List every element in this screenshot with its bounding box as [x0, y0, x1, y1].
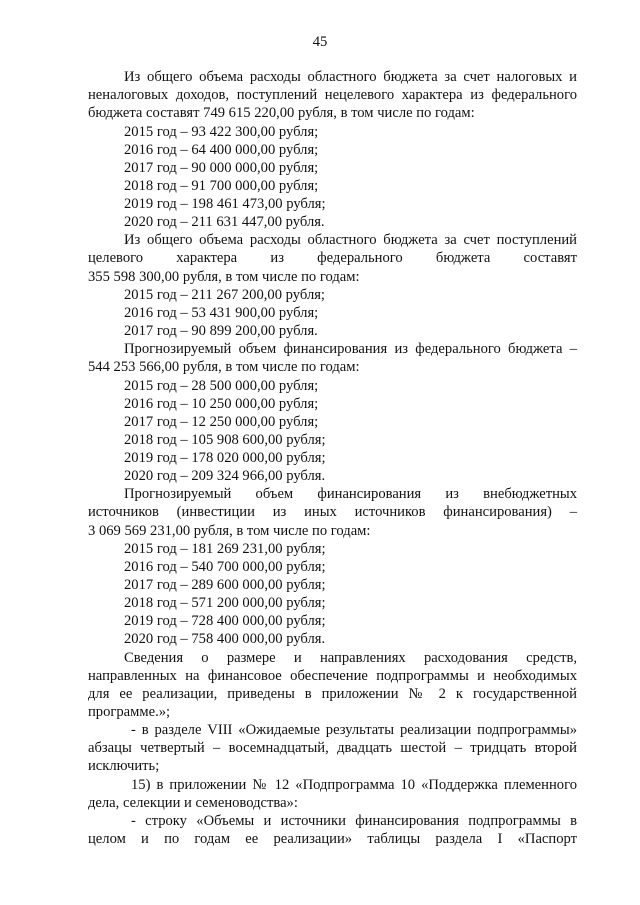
text-line: 2015 год – 93 422 300,00 рубля; — [124, 124, 319, 140]
text-line: 2020 год – 209 324 966,00 рубля. — [124, 468, 326, 484]
page-number: 45 — [312, 34, 328, 50]
text-line: 2017 год – 289 600 000,00 рубля; — [124, 577, 326, 593]
text-line: целом и по годам ее реализации» таблицы раздела I «Паспорт — [88, 831, 577, 847]
text-line: 3 069 569 231,00 рубля, в том числе по годам: — [88, 523, 371, 539]
text-line: программе.»; — [88, 704, 171, 720]
text-line: неналоговых доходов, поступлений нецелевого характера из федерального — [88, 87, 577, 103]
text-line: 2019 год – 178 020 000,00 рубля; — [124, 450, 326, 466]
text-line: 2016 год – 10 250 000,00 рубля; — [124, 396, 319, 412]
text-line: 2015 год – 181 269 231,00 рубля; — [124, 541, 326, 557]
text-line: 2020 год – 758 400 000,00 рубля. — [124, 631, 326, 647]
text-line: направленных на финансовое обеспечение подпрограммы и необходимых — [88, 668, 577, 684]
text-line: 2018 год – 105 908 600,00 рубля; — [124, 432, 326, 448]
text-line: 15) в приложении № 12 «Подпрограмма 10 «Поддержка племенного — [131, 777, 577, 793]
text-line: для ее реализации, приведены в приложении № 2 к государственной — [88, 686, 577, 702]
text-line: целевого характера из федерального бюджета составят — [88, 250, 577, 266]
text-line: - в разделе VIII «Ожидаемые результаты реализации подпрограммы» — [131, 722, 577, 738]
text-line: Прогнозируемый объем финансирования из федерального бюджета – — [124, 341, 577, 357]
text-line: Из общего объема расходы областного бюджета за счет поступлений — [124, 232, 577, 248]
text-line: бюджета составят 749 615 220,00 рубля, в том числе по годам: — [88, 105, 475, 121]
text-line: 2015 год – 211 267 200,00 рубля; — [124, 287, 325, 303]
text-line: 2016 год – 64 400 000,00 рубля; — [124, 142, 319, 158]
text-line: Из общего объема расходы областного бюджета за счет налоговых и — [124, 69, 577, 85]
text-line: абзацы четвертый – восемнадцатый, двадцать шестой – тридцать второй — [88, 740, 577, 756]
text-line: 2019 год – 728 400 000,00 рубля; — [124, 613, 326, 629]
text-line: 355 598 300,00 рубля, в том числе по годам: — [88, 269, 360, 285]
text-line: 2020 год – 211 631 447,00 рубля. — [124, 214, 325, 230]
text-line: дела, селекции и семеноводства»: — [88, 795, 298, 811]
text-line: Прогнозируемый объем финансирования из внебюджетных — [124, 486, 577, 502]
text-line: исключить; — [88, 758, 160, 774]
text-line: 544 253 566,00 рубля, в том числе по годам: — [88, 359, 360, 375]
text-line: 2015 год – 28 500 000,00 рубля; — [124, 378, 319, 394]
text-line: 2017 год – 12 250 000,00 рубля; — [124, 414, 319, 430]
text-line: 2017 год – 90 899 200,00 рубля. — [124, 323, 318, 339]
text-line: 2018 год – 91 700 000,00 рубля; — [124, 178, 319, 194]
text-line: 2016 год – 540 700 000,00 рубля; — [124, 559, 326, 575]
text-line: 2017 год – 90 000 000,00 рубля; — [124, 160, 319, 176]
text-line: источников (инвестиции из иных источников финансирования) – — [88, 504, 577, 520]
text-line: 2019 год – 198 461 473,00 рубля; — [124, 196, 326, 212]
text-line: - строку «Объемы и источники финансирования подпрограммы в — [131, 813, 577, 829]
text-line: 2018 год – 571 200 000,00 рубля; — [124, 595, 326, 611]
text-line: Сведения о размере и направлениях расходования средств, — [124, 650, 577, 666]
text-line: 2016 год – 53 431 900,00 рубля; — [124, 305, 319, 321]
